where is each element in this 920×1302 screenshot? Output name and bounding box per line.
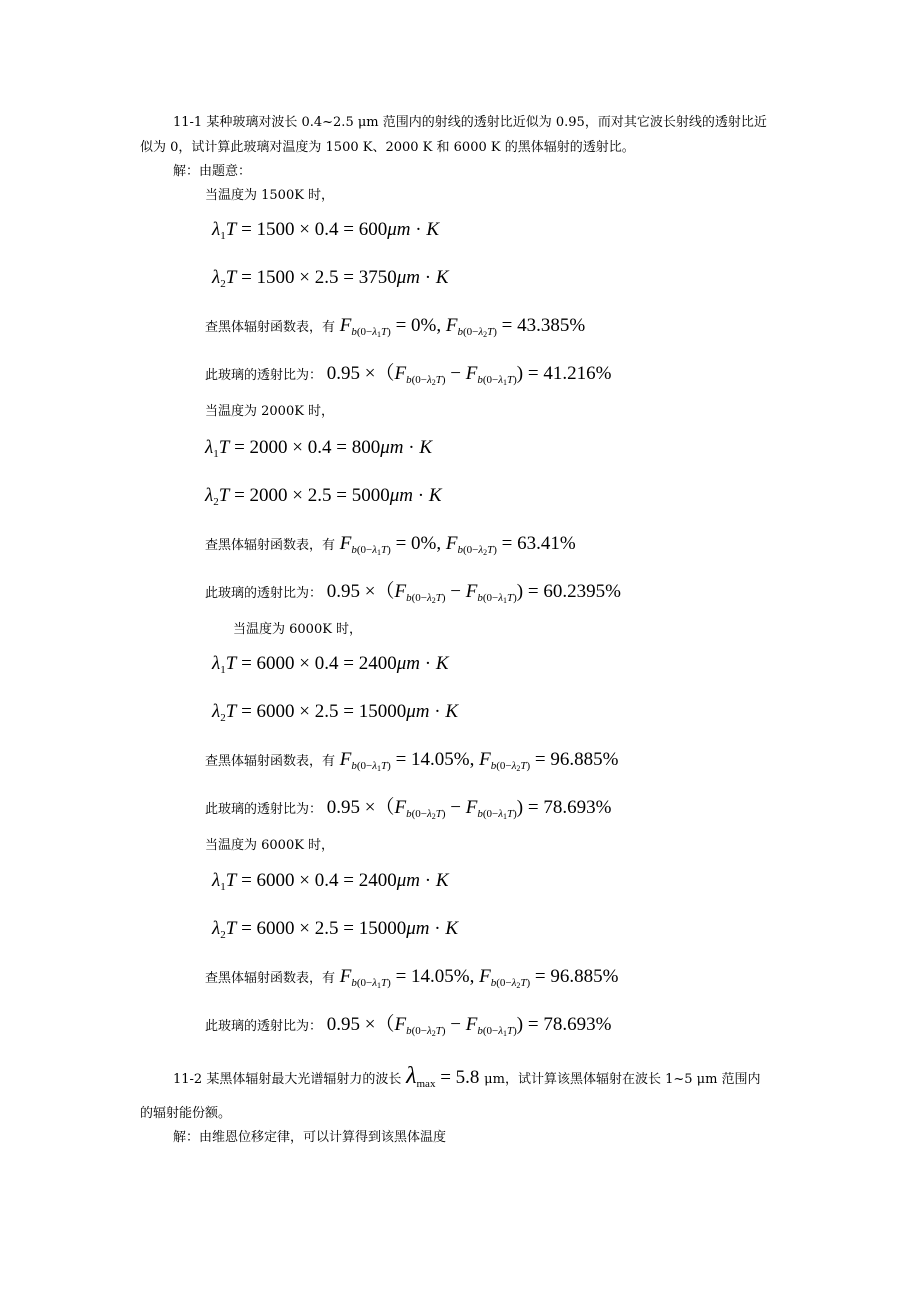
block-4-trans-result: ) = 78.693%	[516, 1014, 612, 1035]
block-2-lookup-label: 查黑体辐射函数表，有	[205, 538, 336, 553]
block-3-heading: 当温度为 6000K 时，	[233, 622, 363, 637]
block-2-eq-1-rhs: = 2000 × 0.4 = 800	[234, 437, 381, 458]
block-1-eq-1: $\lambda_1T = 1500 \times 0.4 = 600\mu m \cdot K$	[212, 219, 439, 242]
block-4-lookup-label: 查黑体辐射函数表，有	[205, 971, 336, 986]
solution-intro: 解：由题意：	[173, 164, 252, 179]
block-1-f2-value: = 43.385%	[501, 315, 586, 336]
block-2-lookup: 查黑体辐射函数表，有 $F_{b(0-\lambda_1T)} = 0\%$, $F_{b(0-\lambda_2T)} = 63.41\%$	[205, 533, 576, 557]
block-3-f1-value: = 14.05%	[395, 749, 470, 770]
problem-2-solution: 解：由维恩位移定律，可以计算得到该黑体温度	[173, 1130, 447, 1145]
block-4-eq-1: $\lambda_1T = 6000 \times 0.4 = 2400\mu m \cdot K$	[212, 870, 449, 893]
block-1-transmittance: 此玻璃的透射比为： $0.95 \times(F_{b(0-\lambda_2T)} - F_{b(0-\lambda_1T)}) = 41.216\%$	[205, 363, 612, 387]
problem-1-line-2: 似为 0，试计算此玻璃对温度为 1500 K、2000 K 和 6000 K 的黑体辐射的透射比。	[140, 140, 635, 155]
problem-1-line-1: 11-1 某种玻璃对波长 0.4~2.5 μm 范围内的射线的透射比近似为 0.95，而对其它波长射线的透射比近	[173, 115, 767, 130]
block-3-trans-result: ) = 78.693%	[516, 797, 612, 818]
block-3-trans-coeff: 0.95 ×（	[326, 797, 395, 818]
block-2-trans-result: ) = 60.2395%	[516, 581, 621, 602]
block-3-transmittance: 此玻璃的透射比为： $0.95 \times(F_{b(0-\lambda_2T)} - F_{b(0-\lambda_1T)}) = 78.693\%$	[205, 797, 612, 821]
block-4-eq-2: $\lambda_2T = 6000 \times 2.5 = 15000\mu m \cdot K$	[212, 918, 458, 941]
block-4-eq-1-rhs: = 6000 × 0.4 = 2400	[241, 870, 397, 891]
block-1-eq-2: $\lambda_2T = 1500 \times 2.5 = 3750\mu m \cdot K$	[212, 267, 449, 290]
block-3-f2-value: = 96.885%	[534, 749, 619, 770]
block-3-eq-1-rhs: = 6000 × 0.4 = 2400	[241, 653, 397, 674]
block-4-transmittance: 此玻璃的透射比为： $0.95 \times(F_{b(0-\lambda_2T)} - F_{b(0-\lambda_1T)}) = 78.693\%$	[205, 1014, 612, 1038]
block-4-f1-value: = 14.05%	[395, 966, 470, 987]
block-3-eq-1: $\lambda_1T = 6000 \times 0.4 = 2400\mu m \cdot K$	[212, 653, 449, 676]
block-3-eq-2: $\lambda_2T = 6000 \times 2.5 = 15000\mu m \cdot K$	[212, 701, 458, 724]
block-2-eq-2: $\lambda_2T = 2000 \times 2.5 = 5000\mu m \cdot K$	[205, 485, 442, 508]
block-2-heading: 当温度为 2000K 时，	[205, 404, 335, 419]
block-2-f1-value: = 0%	[395, 533, 437, 554]
block-4-f2-value: = 96.885%	[534, 966, 619, 987]
block-3-lookup-label: 查黑体辐射函数表，有	[205, 754, 336, 769]
block-4-trans-label: 此玻璃的透射比为：	[205, 1019, 323, 1034]
block-2-trans-label: 此玻璃的透射比为：	[205, 586, 323, 601]
block-3-trans-label: 此玻璃的透射比为：	[205, 802, 323, 817]
block-1-trans-label: 此玻璃的透射比为：	[205, 368, 323, 383]
block-3-lookup: 查黑体辐射函数表，有 $F_{b(0-\lambda_1T)} = 14.05\%$, $F_{b(0-\lambda_2T)} = 96.885\%$	[205, 749, 619, 773]
block-4-lookup: 查黑体辐射函数表，有 $F_{b(0-\lambda_1T)} = 14.05\%$, $F_{b(0-\lambda_2T)} = 96.885\%$	[205, 966, 619, 990]
block-1-trans-result: ) = 41.216%	[516, 363, 612, 384]
problem-2-line-2: 的辐射能份额。	[140, 1106, 232, 1121]
block-2-eq-2-rhs: = 2000 × 2.5 = 5000	[234, 485, 390, 506]
block-1-heading: 当温度为 1500K 时，	[205, 188, 335, 203]
block-1-eq-2-rhs: = 1500 × 2.5 = 3750	[241, 267, 397, 288]
block-2-eq-1: $\lambda_1T = 2000 \times 0.4 = 800\mu m \cdot K$	[205, 437, 432, 460]
block-2-trans-coeff: 0.95 ×（	[326, 581, 395, 602]
block-2-f2-value: = 63.41%	[501, 533, 576, 554]
problem-2-line-1: 11-2 某黑体辐射最大光谱辐射力的波长 $\lambda_{max} = 5.8$ μm，试计算该黑体辐射在波长 1~5 μm 范围内	[173, 1063, 761, 1090]
problem-2-line-1-after: μm，试计算该黑体辐射在波长 1~5 μm 范围内	[484, 1072, 761, 1087]
block-4-eq-2-rhs: = 6000 × 2.5 = 15000	[241, 918, 407, 939]
problem-2-line-1-before: 11-2 某黑体辐射最大光谱辐射力的波长	[173, 1072, 402, 1087]
lambda-max-value: = 5.8	[440, 1067, 480, 1088]
block-1-trans-coeff: 0.95 ×（	[326, 363, 395, 384]
block-1-lookup: 查黑体辐射函数表，有 $F_{b(0-\lambda_1T)} = 0\%$, $F_{b(0-\lambda_2T)} = 43.385\%$	[205, 315, 586, 339]
block-4-heading: 当温度为 6000K 时，	[205, 838, 335, 853]
block-3-eq-2-rhs: = 6000 × 2.5 = 15000	[241, 701, 407, 722]
block-4-trans-coeff: 0.95 ×（	[326, 1014, 395, 1035]
block-1-lookup-label: 查黑体辐射函数表，有	[205, 320, 336, 335]
block-1-f1-value: = 0%	[395, 315, 437, 336]
block-1-eq-1-rhs: = 1500 × 0.4 = 600	[241, 219, 388, 240]
block-2-transmittance: 此玻璃的透射比为： $0.95 \times(F_{b(0-\lambda_2T)} - F_{b(0-\lambda_1T)}) = 60.2395\%$	[205, 581, 621, 605]
